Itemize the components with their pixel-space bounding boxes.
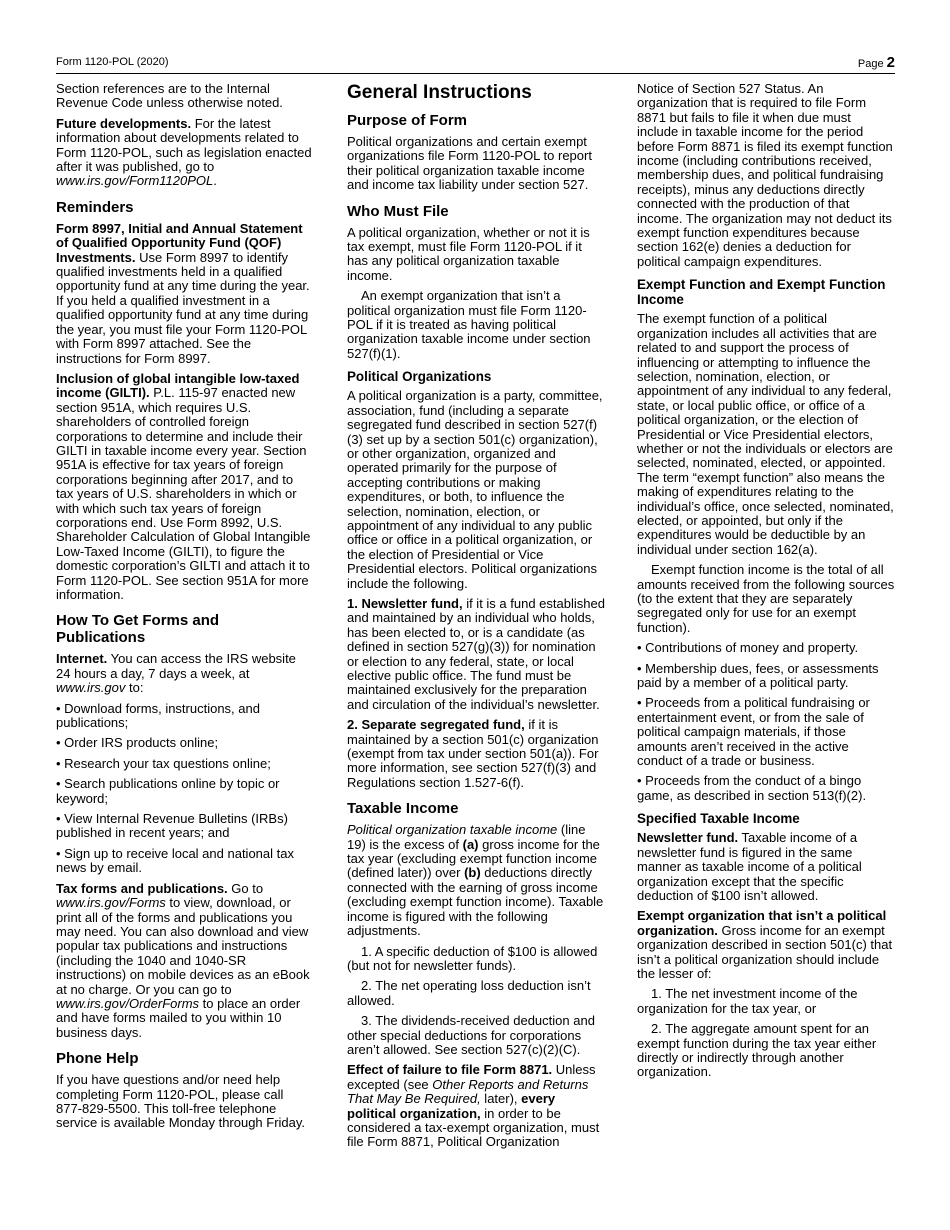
- list-item: • Order IRS products online;: [56, 735, 219, 751]
- continued-paragraph: Notice of Section 527 Status. An organization that is required to file Form 8871 but fails to file it when due must include in taxable income for the period before Form 8871 is filed its exempt function income (including contributions received, membership dues, and political fundraising receipts), minus any deductions directly connected with the production of that income. The organization may not deduct its exempt function expenditures because section 162(e) denies a deduction for political campaign expenditures.: [637, 81, 893, 269]
- list-item: • Contributions of money and property.: [637, 640, 859, 656]
- exempt-function-heading: Exempt Function and Exempt Function Income: [637, 277, 886, 308]
- list-item: 3. The dividends-received deduction and other special deductions for corporations aren’t allowed. See section 527(c)(2)(C).: [347, 1013, 595, 1057]
- list-item: • Proceeds from the conduct of a bingo game, as described in section 513(f)(2).: [637, 773, 867, 803]
- form1120pol-link[interactable]: www.irs.gov/Form1120POL: [56, 173, 214, 189]
- form-id: Form 1120-POL (2020): [56, 56, 169, 68]
- gilti-paragraph: Inclusion of global intangible low-taxed income (GILTI). P.L. 115-97 enacted new section 951A, which requires U.S. shareholders of controlled foreign corporations to determine and include their GILTI in taxable income every year. Section 951A is effective for tax years of foreign corporations beginning after 2017, and to tax years of U.S. shareholders in which or with which such tax years of foreign corporations end. Use Form 8992, U.S. Shareholder Calculation of Global Intangible Low-Taxed Income (GILTI), to figure the domestic corporation’s GILTI and attach it to Form 1120-POL. See section 951A for more information.: [56, 370, 311, 602]
- list-item: 1. A specific deduction of $100 is allowed (but not for newsletter funds).: [347, 943, 598, 973]
- irs-website-link[interactable]: www.irs.gov: [56, 680, 126, 696]
- effect-of-failure-paragraph: Effect of failure to file Form 8871. Unless excepted (see Other Reports and Returns That May Be Required, later), every political organization, in order to be considered a tax-exempt organization, must file Form 8871, Political Organization: [347, 1062, 600, 1150]
- page-number: Page 2: [857, 54, 895, 71]
- future-developments-paragraph: Future developments. For the latest information about developments related to Form 1120-POL, such as legislation enacted after it was published, go to www.irs.gov/Form1120POL.: [56, 115, 312, 189]
- newsletter-fund-paragraph: 1. Newsletter fund, if it is a fund established and maintained by an individual who holds, has been elected to, or is a candidate (as defined in section 527(g)(3)) for nomination or election to any federal, state, or local elective public office. The fund must be maintained exclusively for the preparation and circulation of the individual’s newsletter.: [347, 595, 605, 712]
- list-item: 2. The aggregate amount spent for an exempt function during the tax year either directly or indirectly through another organization.: [637, 1021, 877, 1080]
- list-item: • Search publications online by topic or keyword;: [56, 776, 280, 806]
- internet-paragraph: Internet. You can access the IRS website 24 hours a day, 7 days a week, at www.irs.gov to:: [56, 651, 296, 696]
- phone-help-paragraph: If you have questions and/or need help completing Form 1120-POL, please call 877-829-5500. This toll-free telephone service is available Monday through Friday.: [56, 1072, 306, 1131]
- segregated-fund-paragraph: 2. Separate segregated fund, if it is maintained by a section 501(c) organization (exempt from tax under section 501(a)). For more information, see section 527(f)(3) and Regulations section 1.527-6(f).: [347, 717, 599, 790]
- irs-forms-link[interactable]: www.irs.gov/Forms: [56, 895, 166, 911]
- list-item: • Membership dues, fees, or assessments paid by a member of a political party.: [637, 660, 879, 691]
- list-item: • Proceeds from a political fundraising or entertainment event, or from the sale of political campaign materials, if those amounts aren’t received in the active conduct of a trade or business.: [637, 695, 870, 769]
- list-item: • Download forms, instructions, and publications;: [56, 700, 260, 731]
- intro-paragraph: Section references are to the Internal Revenue Code unless otherwise noted.: [56, 81, 283, 111]
- political-organizations-paragraph: A political organization is a party, committee, association, fund (including a separate segregated fund described in section 527(f)(3) set up by a section 501(c) organization), or other organization, organized and operated primarily for the purpose of accepting contributions or making expenditures, or both, to influence the selection, nomination, election, or appointment of any individual to any public office or office in a political organization, or the election of Presidential or Vice Presidential electors. Political organizations include the following.: [347, 388, 603, 591]
- form8997-paragraph: Form 8997, Initial and Annual Statement of Qualified Opportunity Fund (QOF) Investments. Use Form 8997 to identify qualified investments held in a qualified opportunity fund at any time during the year. If you held a qualified investment in a qualified opportunity fund at any time during the year, you must file your Form 1120-POL with Form 8997 attached. See the instructions for Form 8997.: [56, 220, 310, 366]
- newsletter-fund-paragraph: Newsletter fund. Taxable income of a newsletter fund is figured in the same manner as taxable income of a political organization except that the specific deduction of $100 isn’t allowed.: [637, 830, 862, 903]
- who-must-file-heading: Who Must File: [347, 202, 449, 220]
- political-organizations-heading: Political Organizations: [347, 369, 492, 385]
- list-item: • Research your tax questions online;: [56, 755, 271, 771]
- taxable-income-heading: Taxable Income: [347, 800, 459, 818]
- purpose-paragraph: Political organizations and certain exempt organizations file Form 1120-POL to report their political organization taxable income and income tax liability under section 527.: [347, 134, 592, 193]
- list-item: • Sign up to receive local and national tax news by email.: [56, 845, 294, 876]
- specified-taxable-income-heading: Specified Taxable Income: [637, 811, 800, 827]
- general-instructions-heading: General Instructions: [347, 82, 532, 103]
- exempt-function-paragraph: The exempt function of a political organization includes all activities that are related to and support the process of influencing or attempting to influence the selection, nomination, election, or appointment of any individual to any federal, state, or local public office, or office of a political organization, or the election of Presidential or Vice Presidential electors, whether or not the individuals or electors are selected, nominated, elected, or appointed. The term “exempt function” also means the making of expenditures relating to the individual’s office, once selected, nominated, elected, or appointed, but only if the expenditures would be deductible by an individual under section 162(a).: [637, 311, 894, 557]
- who-must-file-paragraph: An exempt organization that isn’t a political organization must file Form 1120-POL if it is treated as having political organization taxable income under section 527(f)(1).: [347, 288, 591, 361]
- column-left: [56, 82, 312, 1137]
- list-item: 2. The net operating loss deduction isn’t allowed.: [347, 978, 591, 1008]
- list-item: • View Internal Revenue Bulletins (IRBs) published in recent years; and: [56, 811, 288, 841]
- page-header: [56, 52, 895, 74]
- reminders-heading: Reminders: [56, 198, 134, 216]
- tax-forms-paragraph: Tax forms and publications. Go to www.irs.gov/Forms to view, download, or print all of the forms and publications you may need. You can also download and view popular tax publications and instructions (including the 1040 and 1040-SR instructions) on mobile devices as an eBook at no charge. Or you can go to www.irs.gov/OrderForms to place an order and have forms mailed to you within 10 business days.: [56, 880, 310, 1040]
- how-to-get-forms-heading: How To Get Forms and Publications: [56, 612, 220, 647]
- who-must-file-paragraph: A political organization, whether or not it is tax exempt, must file Form 1120-POL if it has any political organization taxable income.: [347, 224, 590, 283]
- purpose-heading: Purpose of Form: [347, 112, 468, 129]
- column-right: [637, 82, 895, 1086]
- irs-orderforms-link[interactable]: www.irs.gov/OrderForms: [56, 995, 200, 1011]
- taxable-income-paragraph: Political organization taxable income (line 19) is the excess of (a) gross income for the tax year (excluding exempt function income (defined later)) over (b) deductions directly connected with the earning of gross income (excluding exempt function income). Taxable income is figured with the following adjustments.: [347, 822, 604, 939]
- column-middle: [347, 82, 605, 1156]
- list-item: 1. The net investment income of the organization for the tax year, or: [637, 986, 858, 1016]
- exempt-function-income-paragraph: Exempt function income is the total of all amounts received from the following sources (to the extent that they are separately segregated only for use for an exempt function).: [637, 562, 895, 635]
- exempt-organization-paragraph: Exempt organization that isn’t a political organization. Gross income for an exempt organization described in section 501(c) that isn’t a political organization should include the lesser of:: [637, 908, 893, 981]
- phone-help-heading: Phone Help: [56, 1050, 139, 1068]
